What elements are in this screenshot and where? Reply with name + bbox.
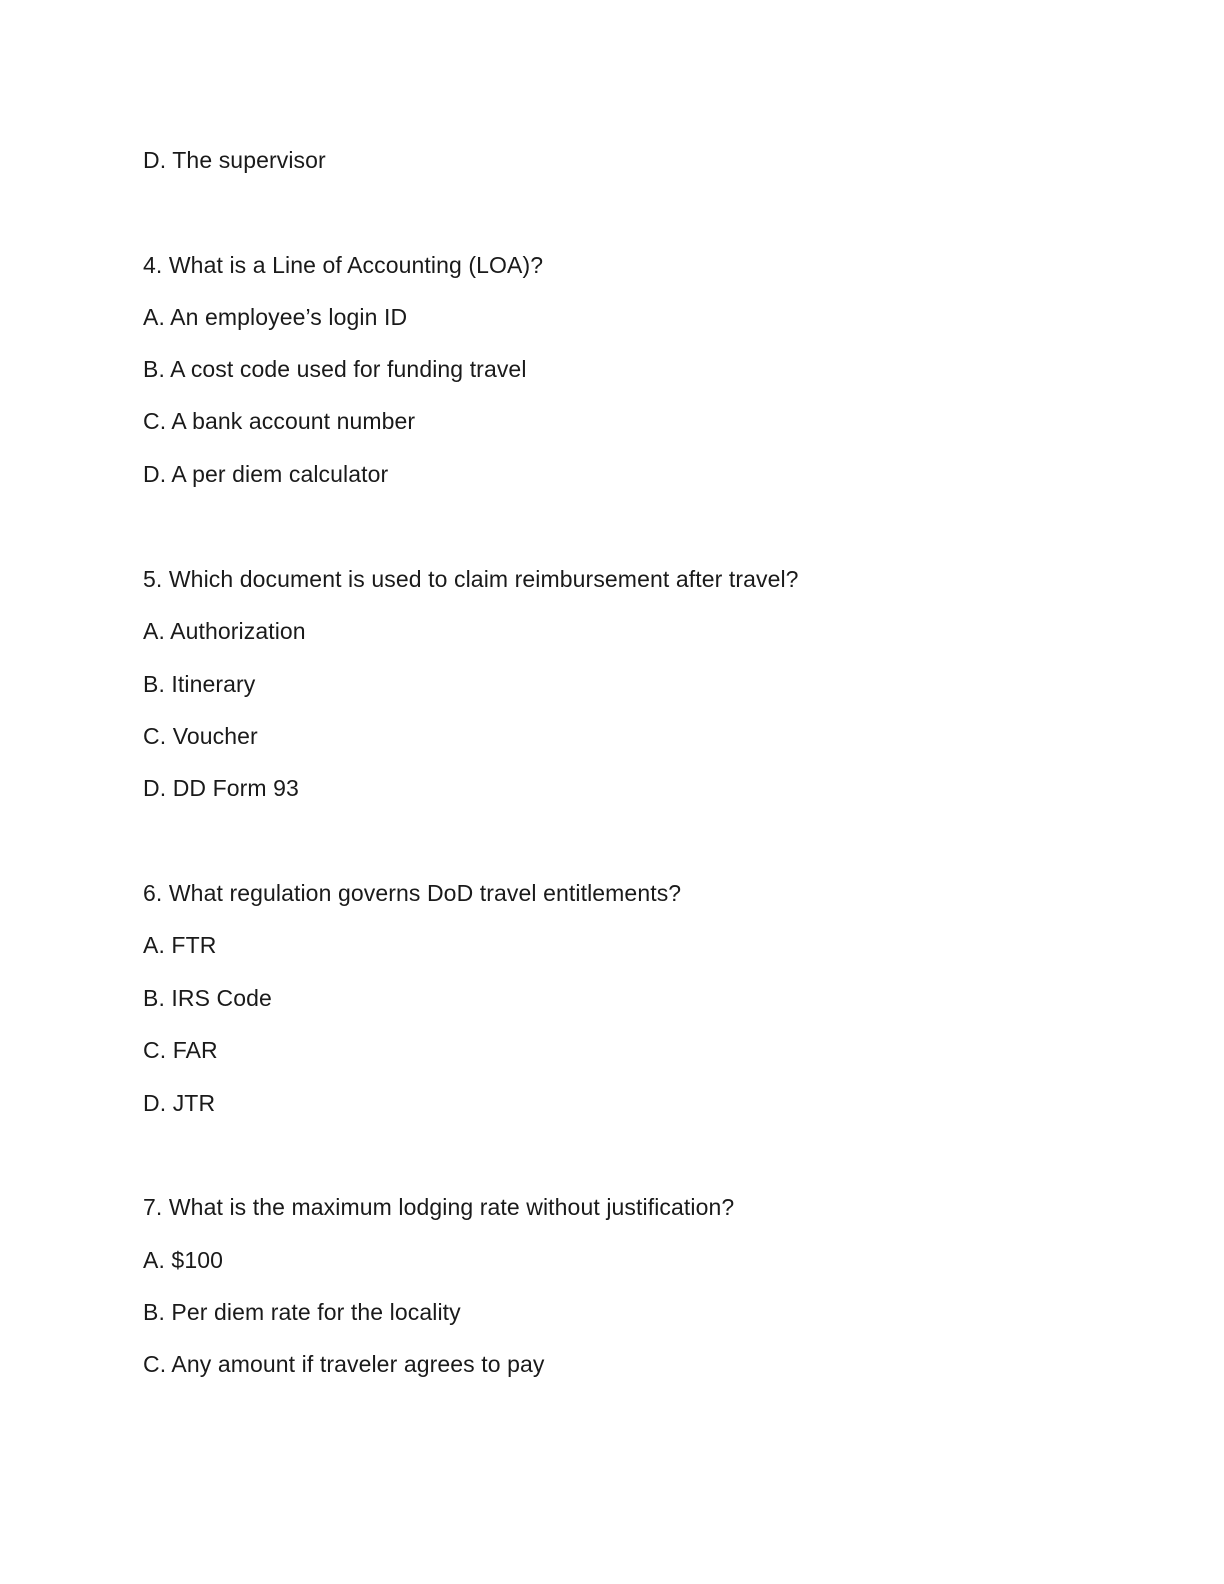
question-4-option-a: A. An employee’s login ID <box>143 304 408 330</box>
question-3-option-d: D. The supervisor <box>143 147 326 173</box>
question-7-option-c: C. Any amount if traveler agrees to pay <box>143 1351 545 1377</box>
question-7-option-b: B. Per diem rate for the locality <box>143 1299 461 1325</box>
question-6-option-a: A. FTR <box>143 932 217 958</box>
question-7-prompt: 7. What is the maximum lodging rate without justification? <box>143 1194 735 1220</box>
question-5-prompt: 5. Which document is used to claim reimbursement after travel? <box>143 566 799 592</box>
question-6-option-c: C. FAR <box>143 1037 218 1063</box>
question-4-option-b: B. A cost code used for funding travel <box>143 356 527 382</box>
question-4-prompt: 4. What is a Line of Accounting (LOA)? <box>143 252 544 278</box>
question-5-option-b: B. Itinerary <box>143 671 256 697</box>
question-5-option-d: D. DD Form 93 <box>143 775 299 801</box>
question-4-option-d: D. A per diem calculator <box>143 461 389 487</box>
question-6-option-d: D. JTR <box>143 1090 216 1116</box>
question-5-option-a: A. Authorization <box>143 618 306 644</box>
question-4-option-c: C. A bank account number <box>143 408 416 434</box>
question-6-prompt: 6. What regulation governs DoD travel entitlements? <box>143 880 682 906</box>
question-5-option-c: C. Voucher <box>143 723 258 749</box>
question-7-option-a: A. $100 <box>143 1247 223 1273</box>
question-6-option-b: B. IRS Code <box>143 985 272 1011</box>
